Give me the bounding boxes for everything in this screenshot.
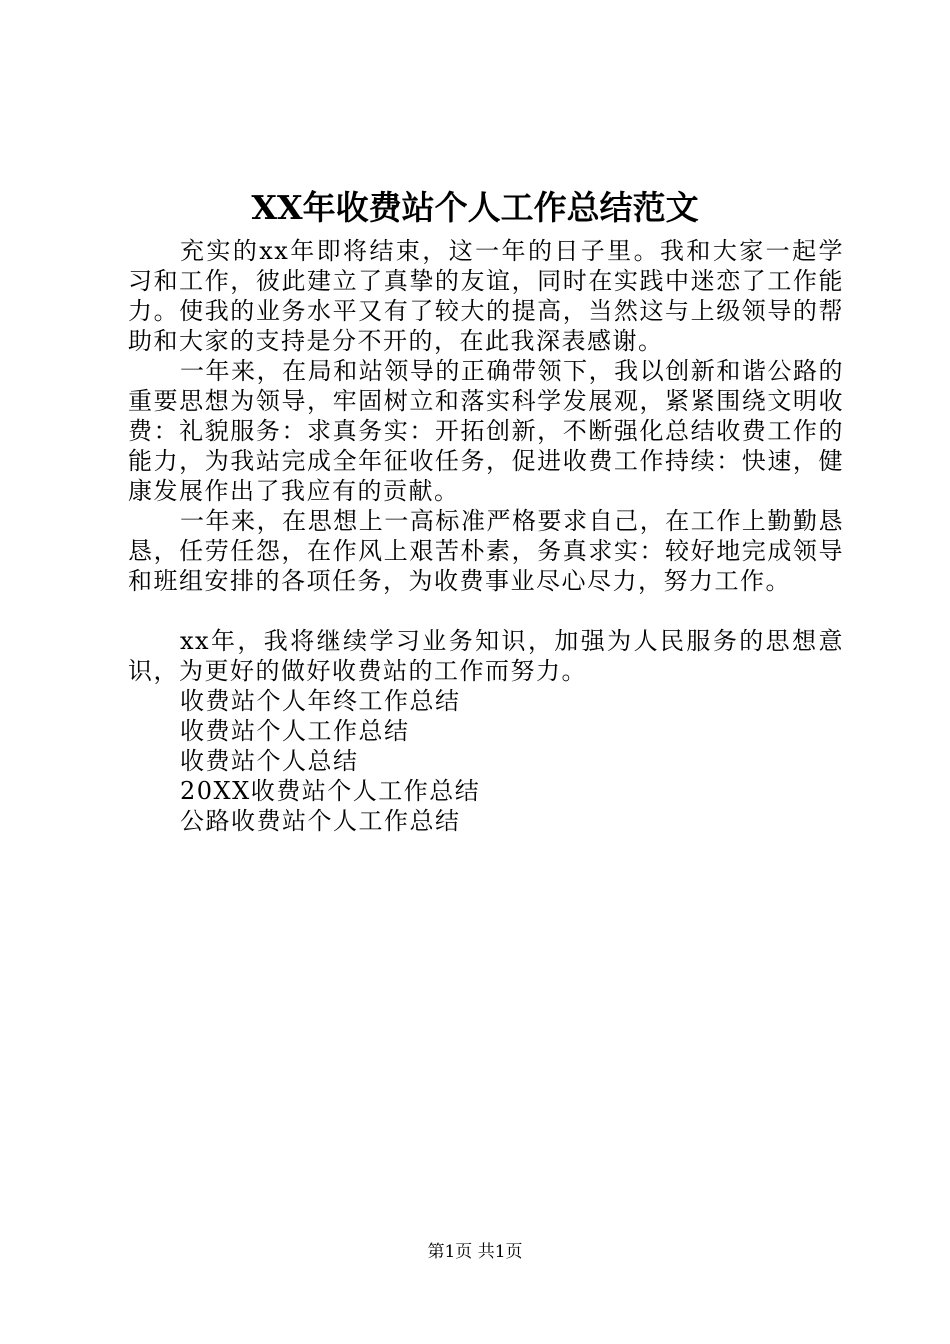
- document-body: [128, 236, 844, 836]
- paragraph-1: 充实的xx年即将结束，这一年的日子里。我和大家一起学习和工作，彼此建立了真挚的友谊，同时在实践中迷恋了工作能力。使我的业务水平又有了较大的提高，当然这与上级领导的帮助和大家的支持是分不开的，在此我深表感谢。: [128, 237, 844, 355]
- document-title: XX年收费站个人工作总结范文: [251, 188, 699, 227]
- related-title-item: 收费站个人年终工作总结: [180, 687, 461, 715]
- related-title-item: 公路收费站个人工作总结: [180, 807, 461, 835]
- paragraph-2: 一年来，在局和站领导的正确带领下，我以创新和谐公路的重要思想为领导，牢固树立和落实科学发展观，紧紧围绕文明收费：礼貌服务：求真务实：开拓创新，不断强化总结收费工作的能力，为我站完成全年征收任务，促进收费工作持续：快速，健康发展作出了我应有的贡献。: [128, 357, 844, 505]
- related-title-item: 20XX收费站个人工作总结: [180, 777, 481, 805]
- page-footer: 第1页 共1页: [427, 1242, 523, 1262]
- related-titles-list: [128, 686, 844, 836]
- related-title-item: 收费站个人工作总结: [180, 717, 410, 745]
- related-title-item: 收费站个人总结: [180, 747, 359, 775]
- paragraph-3: 一年来，在思想上一高标准严格要求自己，在工作上勤勤恳恳，任劳任怨，在作风上艰苦朴素，务真求实：较好地完成领导和班组安排的各项任务，为收费事业尽心尽力，努力工作。: [128, 507, 844, 595]
- paragraph-4: xx年，我将继续学习业务知识，加强为人民服务的思想意识，为更好的做好收费站的工作而努力。: [128, 627, 844, 685]
